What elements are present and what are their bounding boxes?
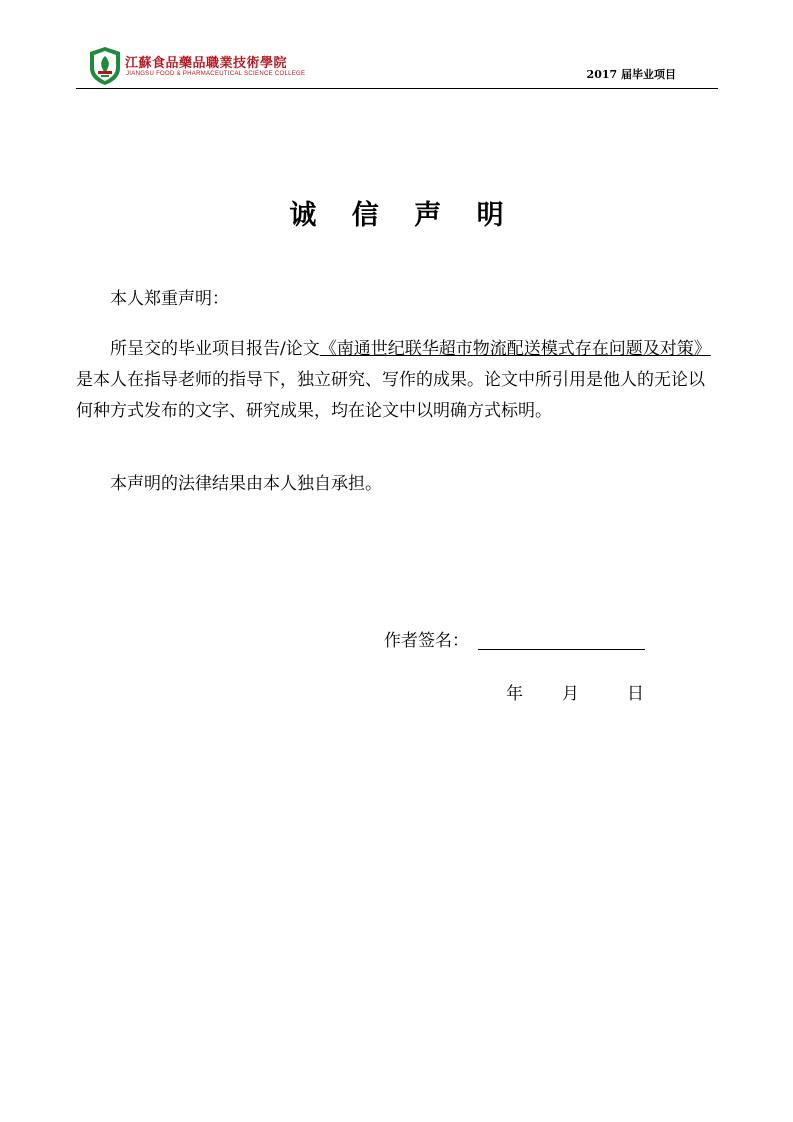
school-name: 江蘇食品藥品職業技術學院 bbox=[125, 56, 288, 71]
graduation-year-label: 2017 届毕业项目 bbox=[586, 68, 676, 81]
declaration-prefix: 所呈交的毕业项目报告/论文 bbox=[110, 339, 320, 359]
school-logo-icon bbox=[88, 46, 122, 86]
signature-line bbox=[478, 649, 645, 650]
page-header bbox=[76, 42, 718, 89]
declaration-intro: 本人郑重声明： bbox=[110, 289, 229, 309]
author-signature-label: 作者签名： bbox=[384, 631, 469, 651]
declaration-suffix: 是本人在指导老师的指导下，独立研究、写作的成果。论文中所引用是他人的无论以何种方式发布的文字、研究成果，均在论文中以明确方式标明。 bbox=[76, 370, 705, 421]
date-month: 月 bbox=[562, 684, 579, 704]
thesis-title: 《南通世纪联华超市物流配送模式存在问题及对策》 bbox=[319, 339, 711, 359]
date-day: 日 bbox=[627, 684, 644, 704]
page-title: 诚 信 声 明 bbox=[289, 200, 517, 231]
declaration-liability: 本声明的法律结果由本人独自承担。 bbox=[110, 474, 382, 494]
declaration-body bbox=[76, 334, 718, 427]
date-year: 年 bbox=[506, 684, 523, 704]
school-name-english: JIANGSU FOOD & PHARMACEUTICAL SCIENCE COLLEGE bbox=[126, 71, 306, 77]
